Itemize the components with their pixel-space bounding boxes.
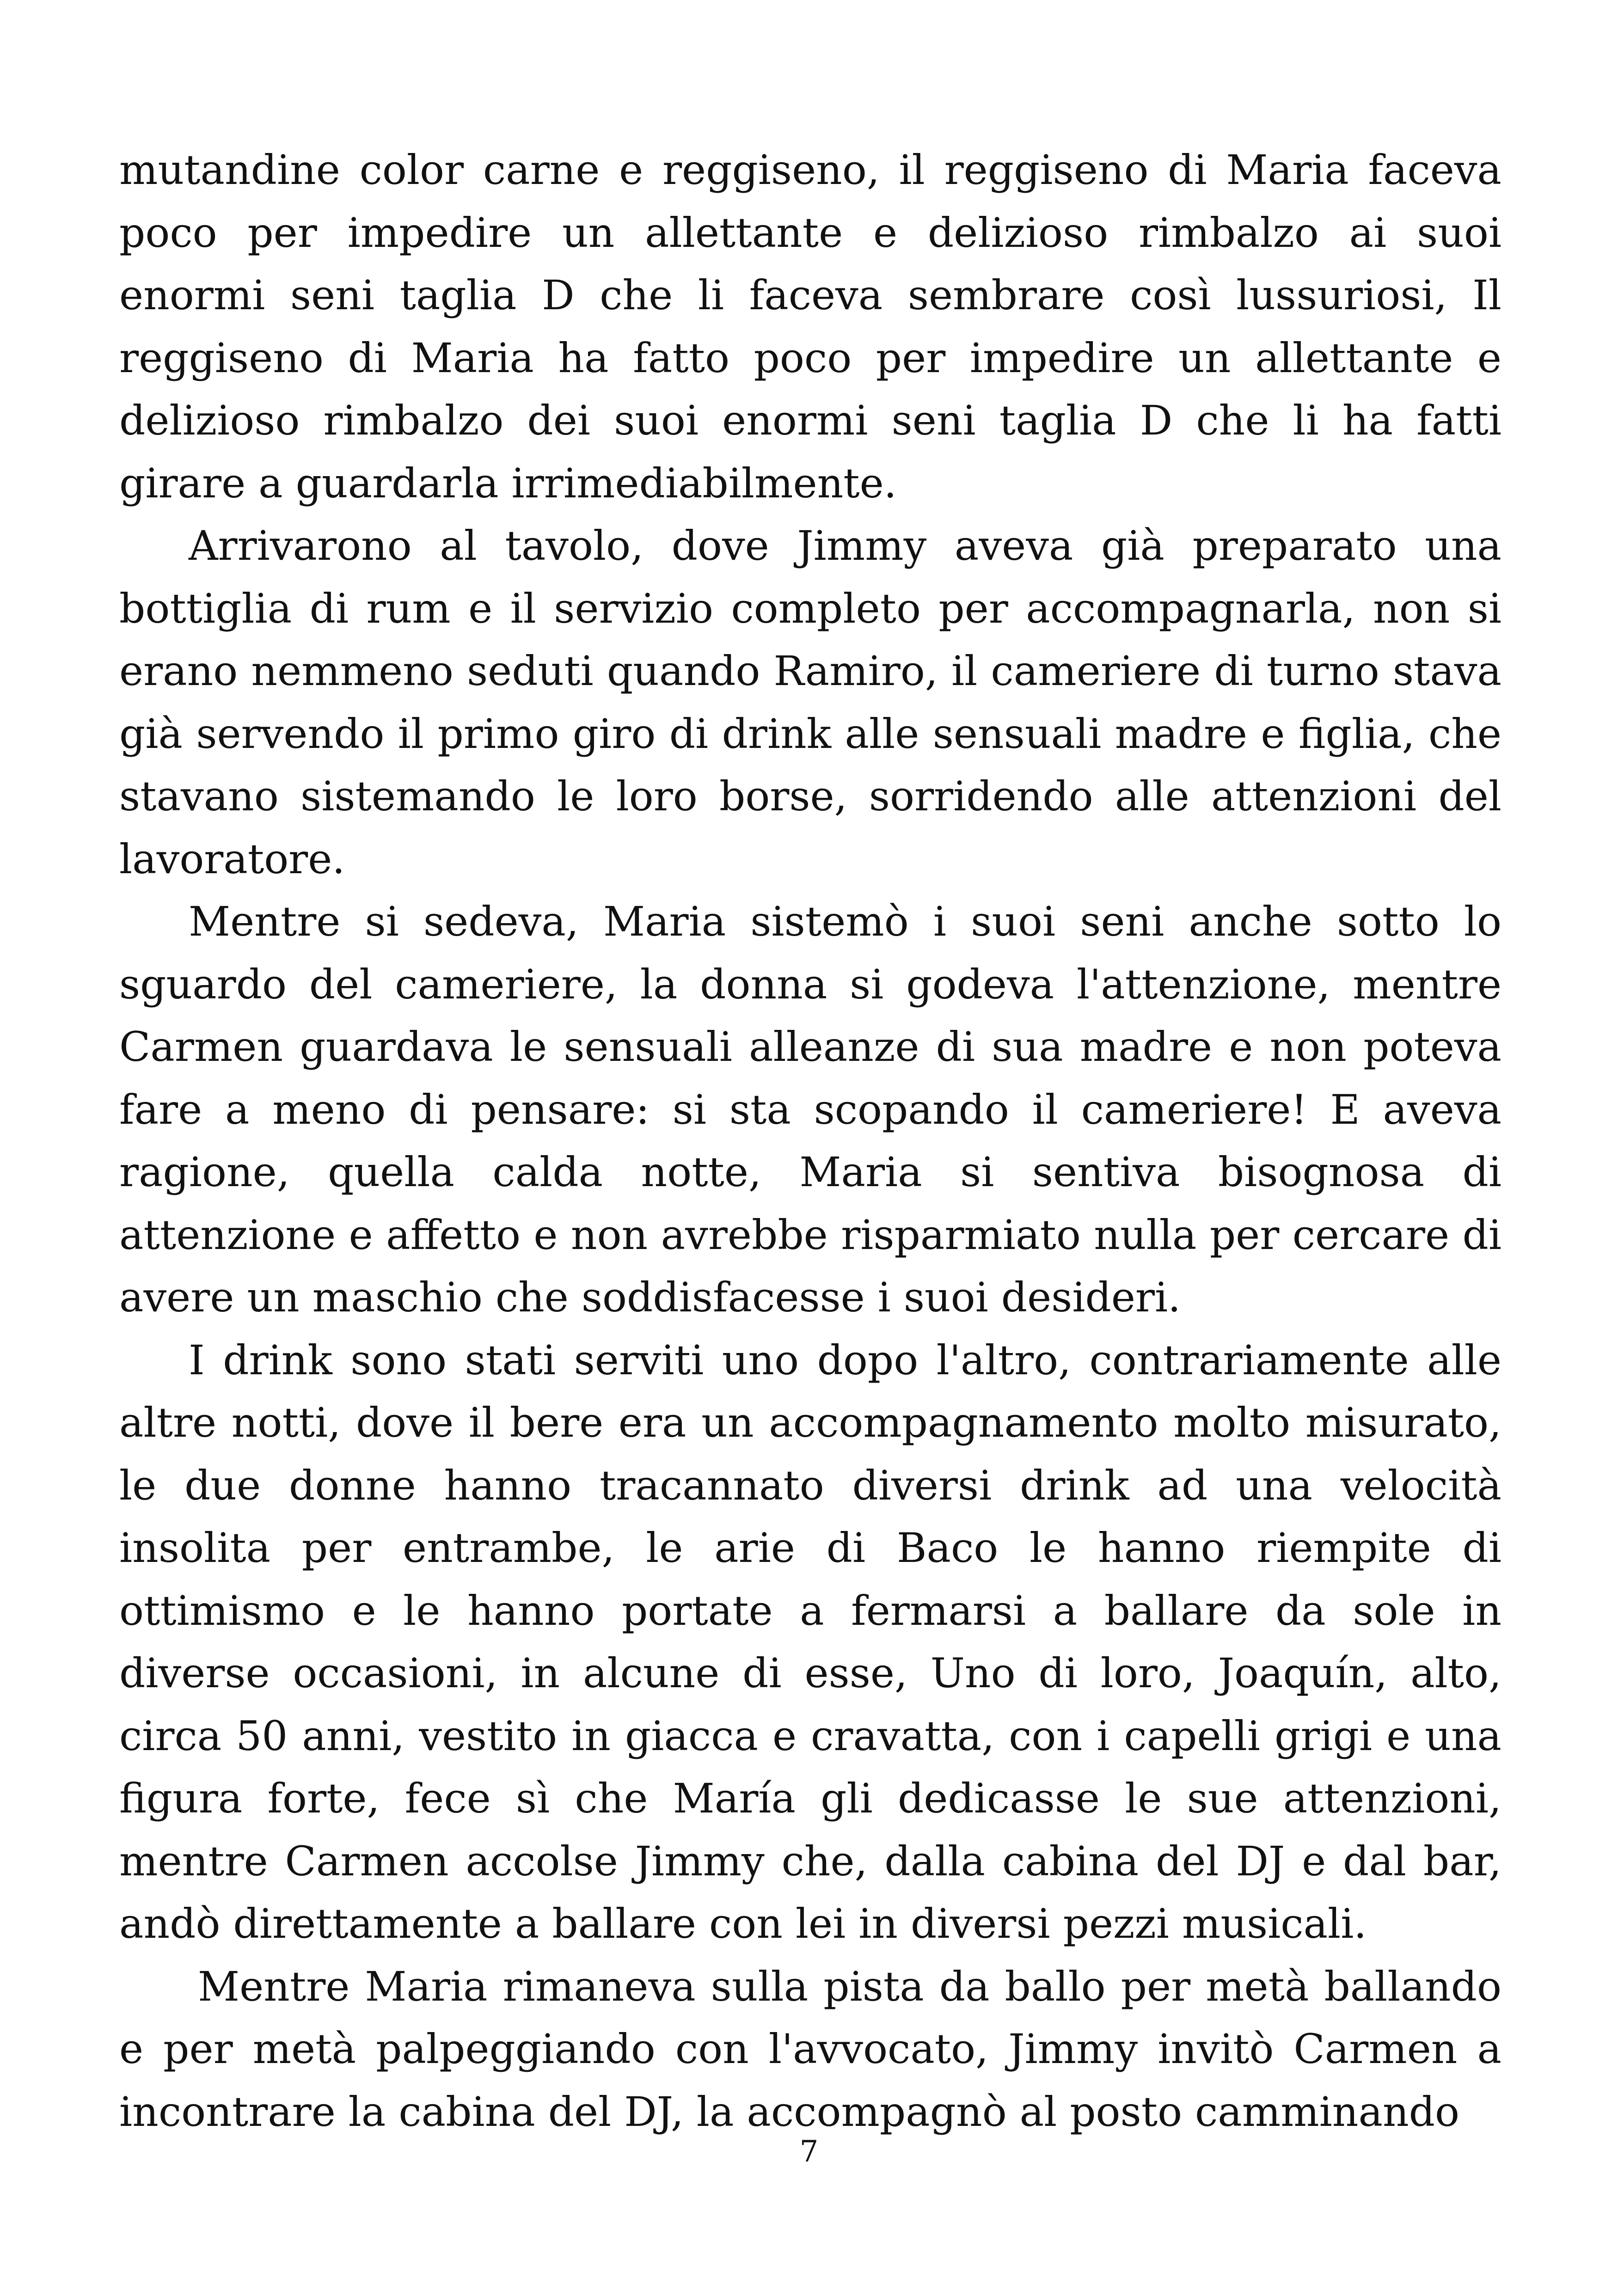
- paragraph-2: Arrivarono al tavolo, dove Jimmy aveva già preparato una bottiglia di rum e il servizio completo per accompagnarla, non si erano nemmeno seduti quando Ramiro, il cameriere di turno stava già servendo il primo giro di drink alle sensuali madre e figlia, che stavano sistemando le loro borse, sorridendo alle attenzioni del lavoratore.: [119, 522, 1502, 883]
- paragraph-4: I drink sono stati serviti uno dopo l'altro, contrariamente alle altre notti, dove il bere era un accompagnamento molto misurato, le due donne hanno tracannato diversi drink ad una velocità insolita per entrambe, le arie di Baco le hanno riempite di ottimismo e le hanno portate a fermarsi a ballare da sole in diverse occasioni, in alcune di esse, Uno di loro, Joaquín, alto, circa 50 anni, vestito in giacca e cravatta, con i capelli grigi e una figura forte, fece sì che María gli dedicasse le sue attenzioni, mentre Carmen accolse Jimmy che, dalla cabina del DJ e dal bar, andò direttamente a ballare con lei in diversi pezzi musicali.: [119, 1336, 1502, 1947]
- body-text: [119, 139, 1502, 2143]
- paragraph-5: Mentre Maria rimaneva sulla pista da ballo per metà ballando e per metà palpeggiando con l'avvocato, Jimmy invitò Carmen a incontrare la cabina del DJ, la accompagnò al posto camminando: [119, 1962, 1502, 2136]
- paragraph-3: Mentre si sedeva, Maria sistemò i suoi seni anche sotto lo sguardo del cameriere, la donna si godeva l'attenzione, mentre Carmen guardava le sensuali alleanze di sua madre e non poteva fare a meno di pensare: si sta scopando il cameriere! E aveva ragione, quella calda notte, Maria si sentiva bisognosa di attenzione e affetto e non avrebbe risparmiato nulla per cercare di avere un maschio che soddisfacesse i suoi desideri.: [119, 898, 1502, 1321]
- page-number: 7: [799, 2135, 819, 2169]
- paragraph-1: mutandine color carne e reggiseno, il reggiseno di Maria faceva poco per impedire un allettante e delizioso rimbalzo ai suoi enormi seni taglia D che li faceva sembrare così lussuriosi, Il reggiseno di Maria ha fatto poco per impedire un allettante e delizioso rimbalzo dei suoi enormi seni taglia D che li ha fatti girare a guardarla irrimediabilmente.: [119, 146, 1502, 507]
